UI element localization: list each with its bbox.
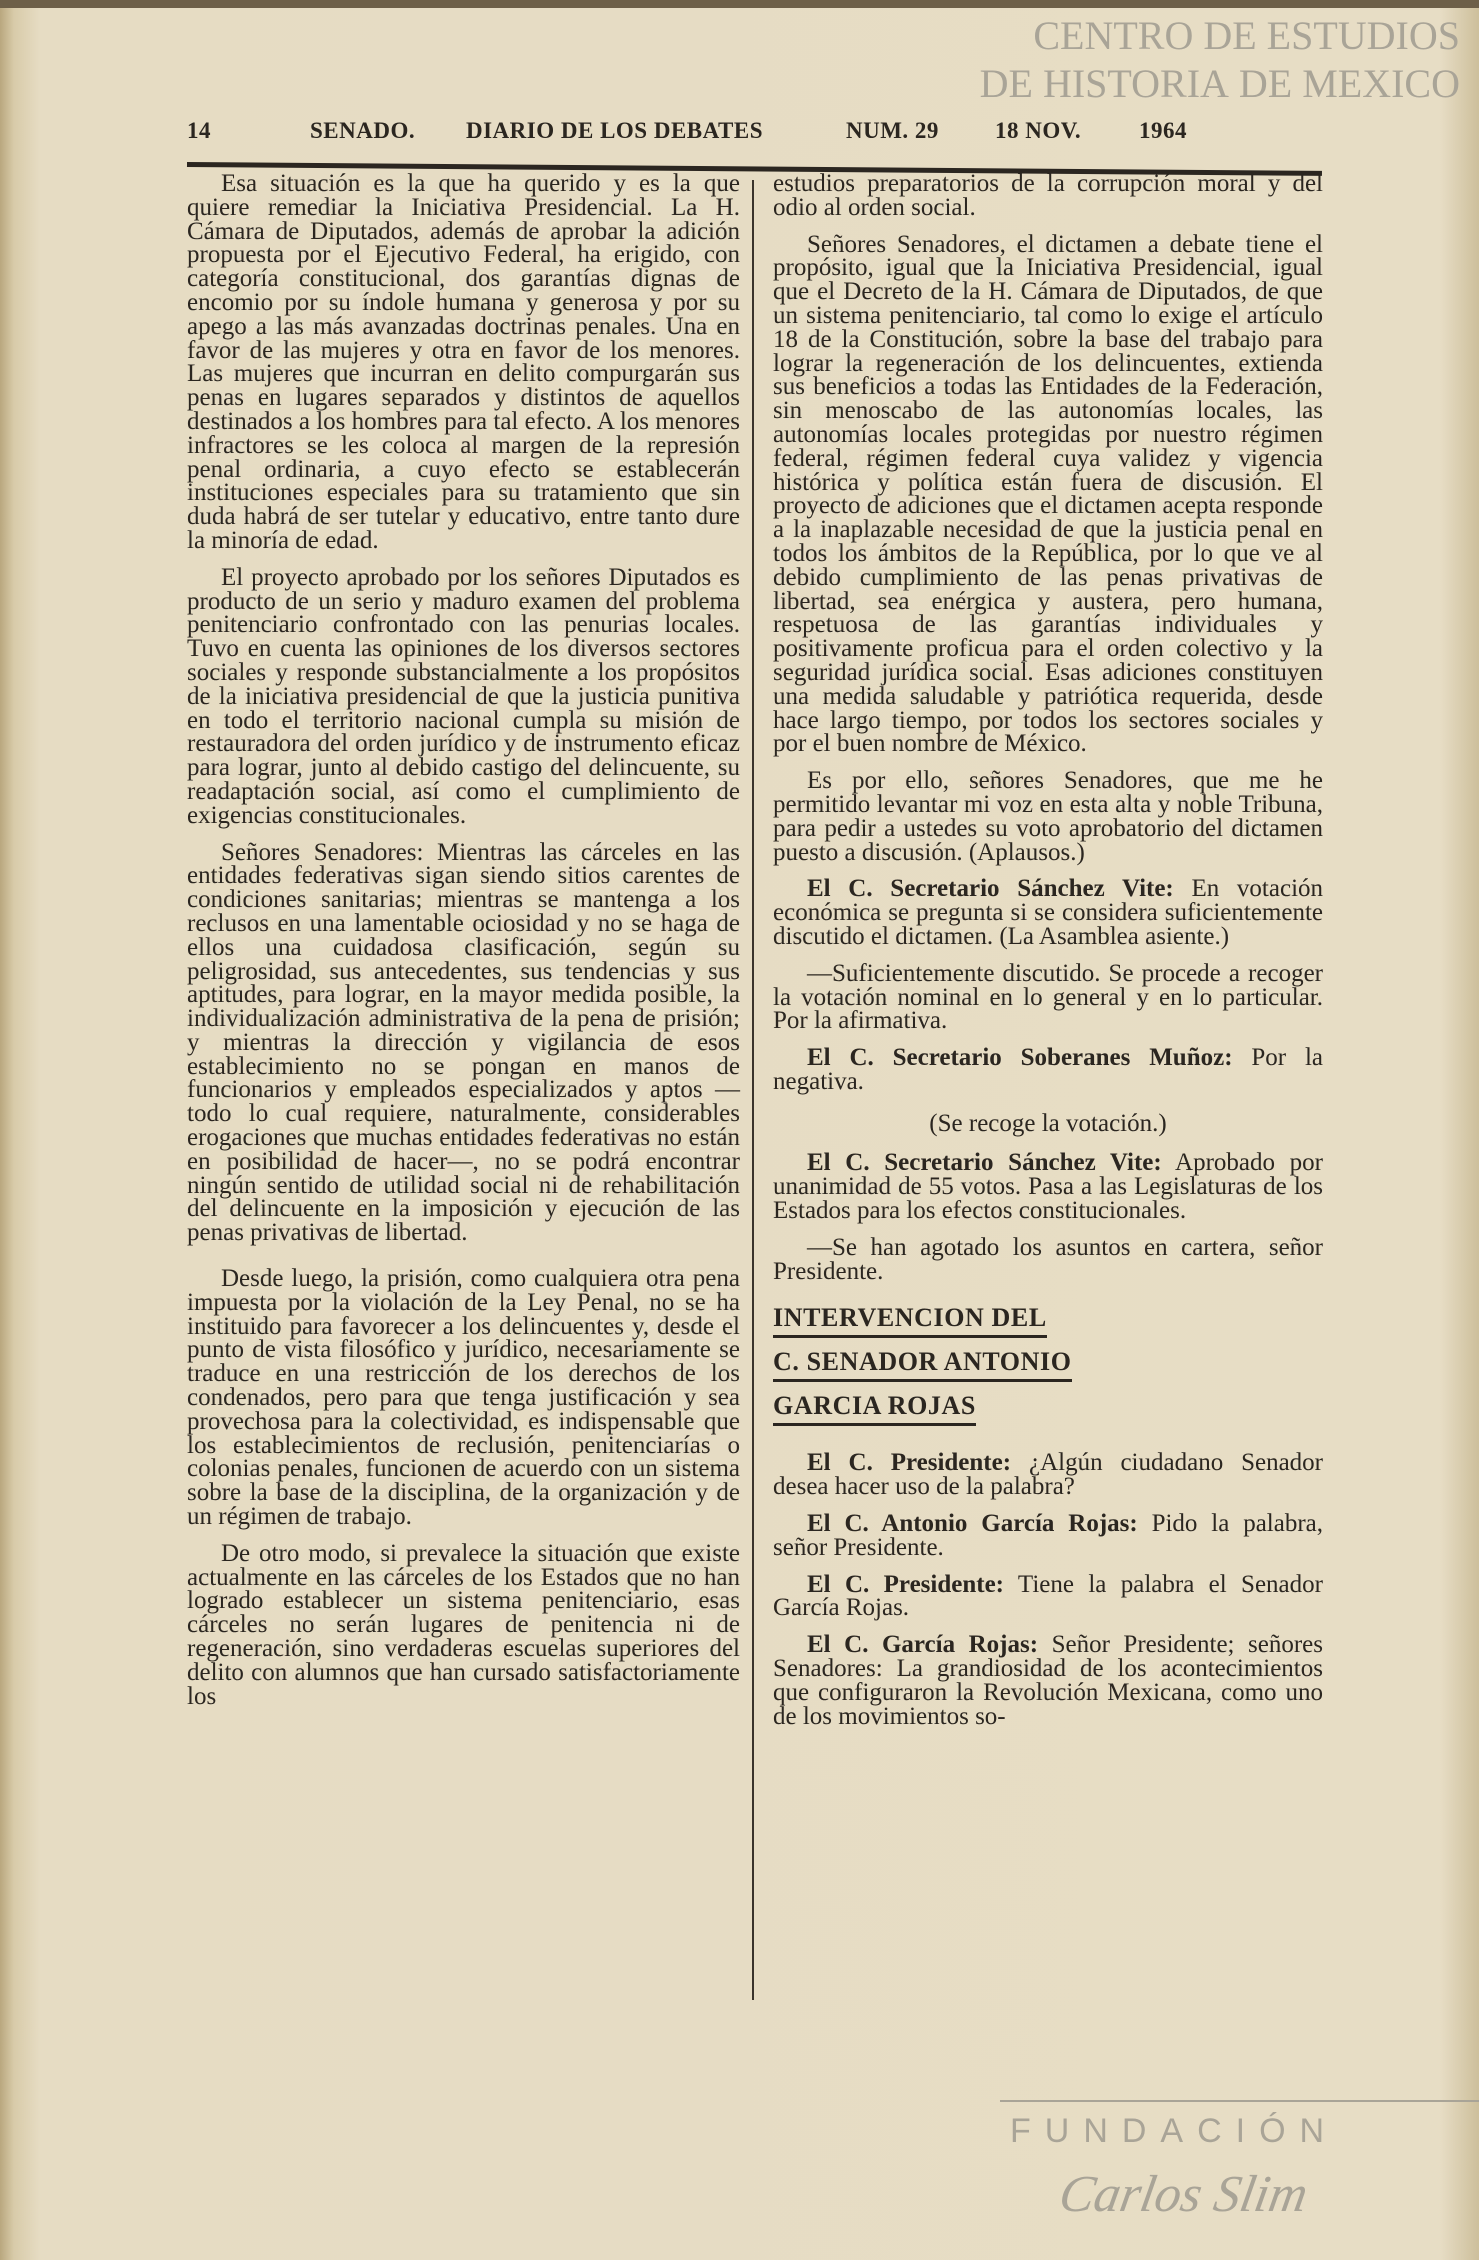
right-column	[773, 172, 1323, 1741]
speech	[773, 1570, 1323, 1622]
speaker-name: El C. Antonio García Rojas:	[807, 1510, 1138, 1538]
procedural-note: (Se recoge la votación.)	[929, 1109, 1167, 1137]
paragraph: Señores Senadores: Mientras las cárceles en las entidades federativas sigan siendo sitios carentes de condiciones sanitarias; mientras se mantenga a los reclusos en una lamentable ociosidad y no se haga de ellos una cuidadosa clasificación, según su peligrosidad, sus antecedentes, sus tendencias y sus aptitudes, para lograr, en la mayor medida posible, la individualización administrativa de la pena de prisión; y mientras la dirección y vigilancia de esos establecimiento no se pongan en manos de funcionarios y empleados especializados y aptos —todo lo cual requiere, naturalmente, considerables erogaciones que muchas entidades federativas no están en posibilidad de hacer—, no se podrá encontrar ningún sentido de utilidad social ni de rehabilitación del delincuente en la imposición y ejecución de las penas privativas de libertad.	[187, 838, 740, 1247]
page-top-edge	[0, 0, 1479, 8]
speaker-name: El C. Secretario Soberanes Muñoz:	[807, 1044, 1233, 1072]
speech	[773, 1149, 1324, 1225]
header-date: 18 NOV.	[995, 118, 1082, 143]
speech-text: En votación económica se pregunta si se considera suficientemente discutido el dictamen. (La Asamblea asiente.)	[773, 875, 1324, 950]
header-chamber: SENADO.	[310, 118, 416, 143]
paragraph: El proyecto aprobado por los señores Diputados es producto de un serio y maduro examen del problema penitenciario confrontado con las penurias locales. Tuvo en cuenta las opiniones de los diversos sectores sociales y responde substancialmente a los propósitos de la iniciativa presidencial de que la justicia punitiva en todo el territorio nacional cumpla su misión de restauradora del orden jurídico y de instrumento eficaz para lograr, junto al debido castigo del delincuente, su readaptación social, así como el cumplimiento de exigencias constitucionales.	[187, 563, 740, 829]
speech	[773, 1633, 1323, 1728]
header-year: 1964	[1139, 118, 1187, 143]
speech-text: Tiene la palabra el Senador García Rojas.	[773, 1570, 1323, 1622]
speaker-name: El C. García Rojas:	[807, 1631, 1039, 1659]
column-divider	[752, 180, 754, 2000]
section-heading	[773, 1303, 1323, 1435]
watermark-line: ESTUDIOS	[1266, 13, 1460, 58]
left-column	[187, 172, 740, 1721]
heading-line: INTERVENCION DEL	[773, 1303, 1047, 1338]
watermark-foundation: FUNDACIÓN	[1010, 2112, 1339, 2150]
speech-text: Pido la palabra, señor Presidente.	[773, 1510, 1324, 1561]
speech-text: Por la negativa.	[773, 1044, 1324, 1095]
speech-text: Aprobado por unanimidad de 55 votos. Pasa a las Legislaturas de los Estados para los efectos constitucionales.	[773, 1149, 1324, 1225]
page-number: 14	[187, 118, 211, 143]
speaker-name: El C. Secretario Sánchez Vite:	[807, 875, 1174, 903]
paragraph: —Suficientemente discutido. Se procede a recoger la votación nominal en lo general y en lo particular. Por la afirmativa.	[773, 959, 1323, 1035]
paragraph: Señores Senadores, el dictamen a debate tiene el propósito, igual que la Iniciativa Presidencial, igual que el Decreto de la H. Cámara de Diputados, de que un sistema penitenciario, tal como lo exige el artículo 18 de la Constitución, sobre la base del trabajo para lograr la regeneración de los delincuentes, extienda sus beneficios a todas las Entidades de la Federación, sin menoscabo de las autonomías locales, las autonomías locales protegidas por nuestro régimen federal, régimen federal cuya validez y vigencia histórica y política están fuera de discusión. El proyecto de adiciones que el dictamen acepta responde a la inaplazable necesidad de que la justicia penal en todos los ámbitos de la República, por lo que ve al debido cumplimiento de las penas privativas de libertad, sea enérgica y austera, pero humana, respetuosa de las garantías individuales y positivamente proficua para el orden colectivo y la seguridad jurídica social. Esas adiciones constituyen una medida saludable y patriótica requerida, desde hace largo tiempo, por todos los sectores sociales y por el buen nombre de México.	[773, 230, 1323, 758]
speech	[773, 1451, 1323, 1499]
watermark-line: DE HISTORIA	[979, 61, 1229, 106]
paragraph: —Se han agotado los asuntos en cartera, señor Presidente.	[773, 1233, 1323, 1285]
header-number: NUM. 29	[846, 118, 939, 143]
speech	[773, 877, 1323, 948]
watermark-signature: Carlos Slim	[1054, 2166, 1313, 2223]
speech	[773, 1046, 1323, 1094]
heading-line: GARCIA ROJAS	[773, 1391, 976, 1426]
running-header	[0, 118, 1479, 158]
watermark-line: DE MEXICO	[1238, 61, 1460, 106]
paragraph: estudios preparatorios de la corrupción moral y del odio al orden social.	[773, 170, 1323, 221]
header-publication: DIARIO DE LOS DEBATES	[466, 118, 764, 143]
watermark-line: CENTRO DE	[1033, 13, 1257, 58]
speaker-name: El C. Presidente:	[807, 1570, 1004, 1598]
speaker-name: El C. Secretario Sánchez Vite:	[807, 1149, 1162, 1177]
paragraph: Esa situación es la que ha querido y es la que quiere remediar la Iniciativa Presidencial. La H. Cámara de Diputados, además de aprobar la adición propuesta por el Ejecutivo Federal, ha erigido, con categoría constitucional, dos garantías dignas de encomio por su índole humana y generosa y por su apego a las más avanzadas doctrinas penales. Una en favor de las mujeres y otra en favor de los menores. Las mujeres que incurran en delito compurgarán sus penas en lugares separados y distintos de aquellos destinados a los hombres para tal efecto. A los menores infractores se les coloca al margen de la represión penal ordinaria, a cuyo efecto se establecerán instituciones especiales para su tratamiento que sin duda habrá de ser tutelar y educativo, entre tanto dure la minoría de edad.	[187, 170, 740, 554]
speaker-name: El C. Presidente:	[807, 1449, 1012, 1477]
paragraph: Es por ello, señores Senadores, que me he permitido levantar mi voz en esta alta y noble Tribuna, para pedir a ustedes su voto aprobatorio del dictamen puesto a discusión. (Aplausos.)	[773, 767, 1323, 866]
heading-line: C. SENADOR ANTONIO	[773, 1347, 1072, 1382]
paragraph: Desde luego, la prisión, como cualquiera otra pena impuesta por la violación de la Ley Penal, no se ha instituido para favorecer a los delincuentes y, desde el punto de vista filosófico y jurídico, necesariamente se traduce en una restricción de los derechos de los condenados, pero para que tenga justificación y sea provechosa para la colectividad, es indispensable que los establecimientos de reclusión, penitenciarías o colonias penales, funcionen de acuerdo con un sistema sobre la base de la disciplina, de la organización y de un régimen de trabajo.	[187, 1265, 740, 1531]
paragraph: De otro modo, si prevalece la situación que existe actualmente en las cárceles de los Estados que no han logrado establecer un sistema penitenciario, esas cárceles no serán lugares de penitencia ni de regeneración, sino verdaderas escuelas superiores del delito con alumnos que han cursado satisfactoriamente los	[187, 1539, 740, 1710]
speech-text: Señor Presidente; señores Senadores: La grandiosidad de los acontecimientos que configuraron la Revolución Mexicana, como uno de los movimientos so-	[773, 1631, 1323, 1730]
speech	[773, 1512, 1323, 1560]
watermark-institution	[960, 12, 1460, 108]
speech-text: ¿Algún ciudadano Senador desea hacer uso de la palabra?	[773, 1449, 1324, 1501]
watermark-divider	[1000, 2100, 1479, 2102]
